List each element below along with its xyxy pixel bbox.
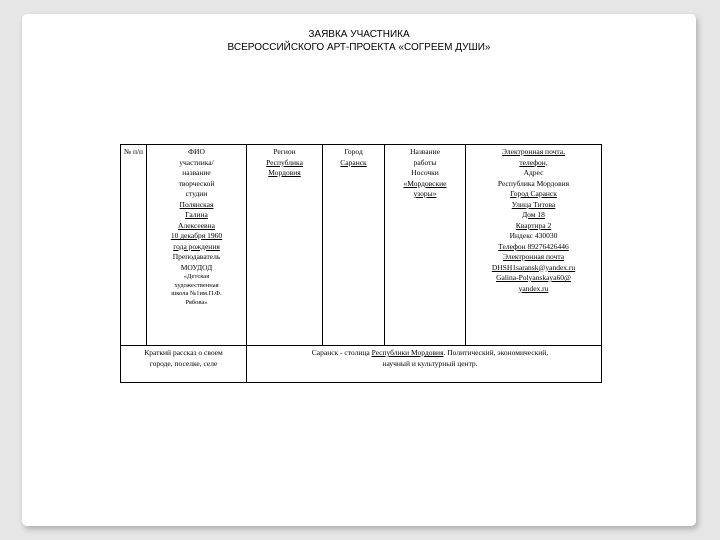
fio-sub-4: студии [185,189,208,198]
email-link-2-domain[interactable]: yandex.ru [518,283,549,293]
address-city: Город Саранск [510,189,557,198]
phone-number: Телефон 89276426446 [498,241,569,251]
cell-city [323,145,385,346]
email-link-1[interactable]: DHSH1saransk@yandex.ru [491,262,576,272]
story-label-2: городе, поселке, селе [149,358,218,368]
region-heading: Регион [273,147,296,156]
story-row [121,346,602,383]
role-title: Преподаватель [172,252,221,261]
document-page [22,14,696,526]
story-text-prefix: Саранск - столица [311,348,372,357]
region-value-2: Мордовия [268,168,301,177]
cell-story-text [247,346,602,383]
surname: Полянская [179,199,214,209]
fio-sub-2: название [182,168,211,177]
work-title-2: узоры» [413,189,437,198]
school-line-3: школа №1им.П.Ф. [171,290,222,297]
patronymic: Алексеевна [178,220,215,230]
organization: МОУДОД [180,262,213,272]
contacts-heading-2: телефон, [519,157,548,167]
school-line-1: «Детская [183,273,210,280]
address-house: Дом 18 [522,210,545,219]
email-label: Электронная почта [502,252,565,261]
work-heading-1: Название [410,147,440,156]
email-link-2[interactable]: Galina-Polyanskaya60@ [496,273,571,282]
first-name: Галина [185,210,208,219]
document-title [22,28,696,54]
birth-date-suffix: года рождения [173,241,220,251]
region-value-1: Республика [266,157,303,167]
city-heading: Город [344,147,363,156]
work-item: Носочки [411,168,439,177]
work-title-1: «Мордовские [403,178,447,188]
title-line-1: ЗАЯВКА УЧАСТНИКА [308,29,410,40]
title-line-2: ВСЕРОССИЙСКОГО АРТ-ПРОЕКТА «СОГРЕЕМ ДУШИ» [227,42,491,53]
fio-sub-1: участника/ [179,157,214,167]
school-line-2: художественная [174,281,219,289]
cell-number [121,145,147,346]
cell-contacts [466,145,602,346]
story-text-link: Республики Мордовия [371,348,444,357]
address-republic: Республика Мордовия [497,178,570,188]
postal-index: Индекс 430030 [509,231,558,240]
story-text-line-2: научный и культурный центр. [382,358,478,368]
application-row [121,145,602,346]
cell-fio [147,145,247,346]
birth-date: 10 декабря 1960 [170,231,223,240]
school-line-4: Рябова» [185,298,208,306]
fio-sub-3: творческой [178,178,215,188]
cell-story-label [121,346,247,383]
cell-work [385,145,466,346]
cell-region [247,145,323,346]
work-heading-2: работы [413,157,437,167]
story-text-suffix: . Политический, экономический, [443,348,549,357]
story-label-1: Краткий рассказ о своем [144,348,223,357]
address-street: Улица Титова [511,199,556,209]
city-value: Саранск [340,157,367,167]
story-text-line-1 [261,348,599,359]
address-apartment: Квартира 2 [515,220,552,230]
address-label: Адрес [523,168,544,177]
contacts-heading-1: Электронная почта, [502,147,565,156]
number-heading: № п/п [123,147,144,156]
fio-heading: ФИО [188,147,205,156]
application-table [120,144,602,383]
